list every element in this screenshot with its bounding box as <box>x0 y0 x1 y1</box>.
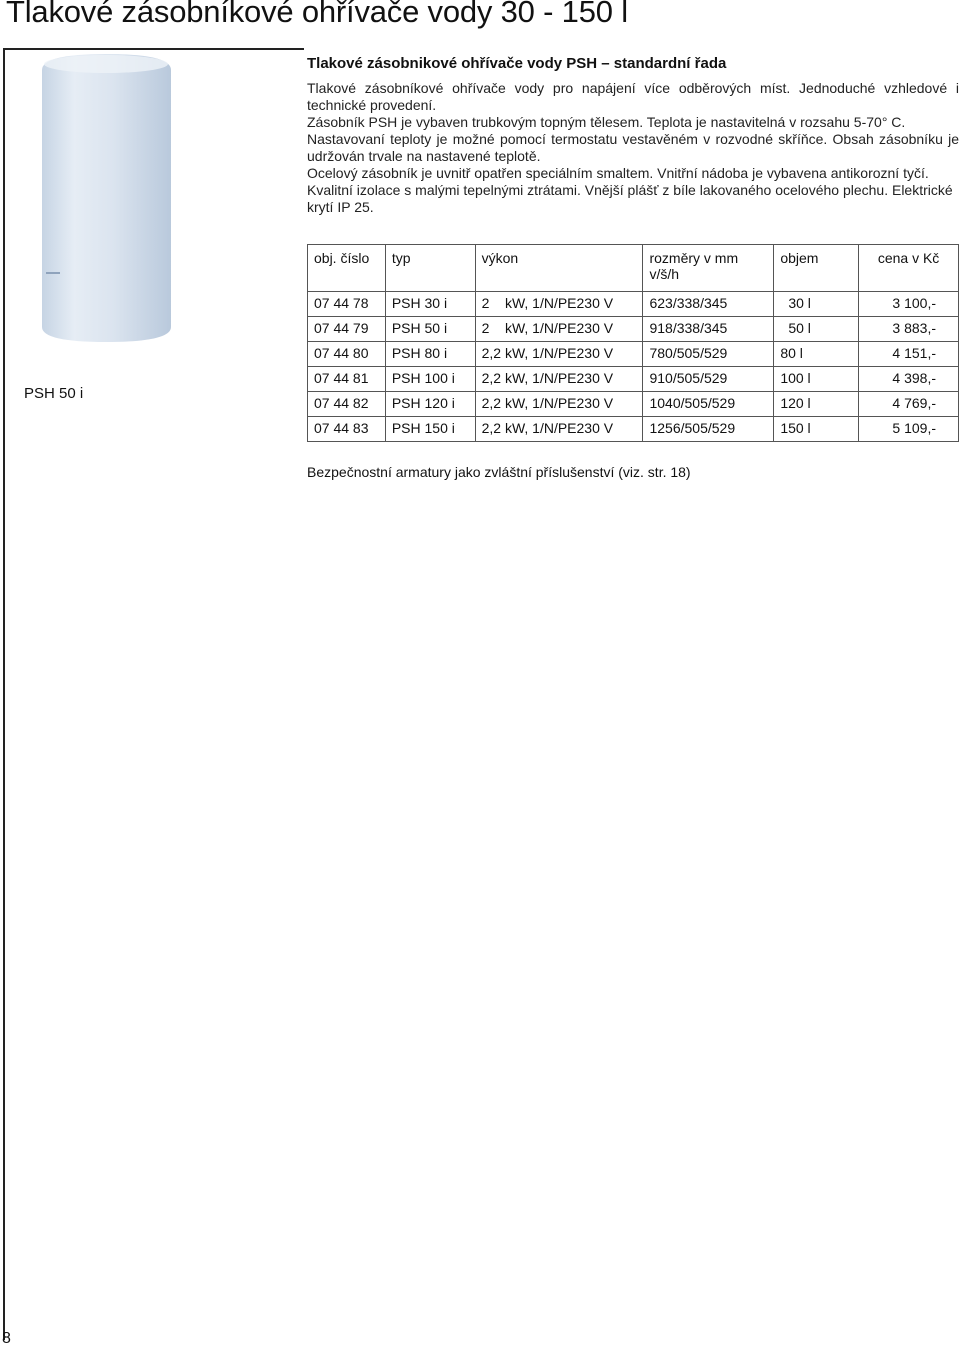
description-paragraph: Ocelový zásobník je uvnitř opatřen speciálním smaltem. Vnitřní nádoba je vybavena antikorozní tyčí. <box>307 165 929 181</box>
table-header-row <box>308 245 959 292</box>
description-paragraph: Nastavovaní teploty je možné pomocí termostatu vestavěném v rozvodné skříňce. Obsah zásobníku je udržován trvale na nastavené teplotě. <box>307 131 959 164</box>
cell-price: 3 100,- <box>859 292 959 317</box>
table-row <box>308 342 959 367</box>
page-title: Tlakové zásobníkové ohřívače vody 30 - 150 l <box>6 0 628 29</box>
header-dimensions-line2: v/š/h <box>649 266 680 282</box>
cell-dimensions: 918/338/345 <box>643 317 774 342</box>
cell-code: 07 44 78 <box>308 292 386 317</box>
cell-volume: 150 l <box>774 417 859 442</box>
cell-code: 07 44 79 <box>308 317 386 342</box>
cell-code: 07 44 81 <box>308 367 386 392</box>
description-text <box>307 80 959 216</box>
description-paragraph: Tlakové zásobníkové ohřívače vody pro napájení více odběrových míst. Jednoduché vzhledové i technické provedení. <box>307 80 959 113</box>
header-power: výkon <box>475 245 643 292</box>
cell-power: 2,2 kW, 1/N/PE230 V <box>475 392 643 417</box>
page-number: 8 <box>2 1330 11 1347</box>
photo-caption: PSH 50 i <box>24 385 84 402</box>
cell-type: PSH 50 i <box>385 317 475 342</box>
cell-type: PSH 100 i <box>385 367 475 392</box>
cell-power: 2,2 kW, 1/N/PE230 V <box>475 417 643 442</box>
cell-type: PSH 30 i <box>385 292 475 317</box>
cell-volume: 30 l <box>774 292 859 317</box>
cell-dimensions: 1040/505/529 <box>643 392 774 417</box>
accessories-note: Bezpečnostní armatury jako zvláštní příslušenství (viz. str. 18) <box>307 464 691 480</box>
header-price: cena v Kč <box>859 245 959 292</box>
cell-type: PSH 150 i <box>385 417 475 442</box>
cell-price: 4 398,- <box>859 367 959 392</box>
cell-dimensions: 910/505/529 <box>643 367 774 392</box>
product-table <box>307 244 959 442</box>
cell-power: 2 kW, 1/N/PE230 V <box>475 292 643 317</box>
table-row <box>308 367 959 392</box>
header-code: obj. číslo <box>308 245 386 292</box>
header-dimensions <box>643 245 774 292</box>
cell-type: PSH 120 i <box>385 392 475 417</box>
cell-code: 07 44 80 <box>308 342 386 367</box>
header-dimensions-line1: rozměry v mm <box>649 250 739 266</box>
cell-dimensions: 780/505/529 <box>643 342 774 367</box>
header-volume: objem <box>774 245 859 292</box>
description-paragraph: Kvalitní izolace s malými tepelnými ztrátami. Vnější plášť z bíle lakovaného ocelového plechu. Elektrické krytí IP 25. <box>307 182 953 215</box>
cell-dimensions: 1256/505/529 <box>643 417 774 442</box>
header-type: typ <box>385 245 475 292</box>
cell-volume: 120 l <box>774 392 859 417</box>
cell-price: 4 151,- <box>859 342 959 367</box>
cell-power: 2,2 kW, 1/N/PE230 V <box>475 342 643 367</box>
section-title: Tlakové zásobnikové ohřívače vody PSH – standardní řada <box>307 55 727 72</box>
description-paragraph: Zásobník PSH je vybaven trubkovým topným tělesem. Teplota je nastavitelná v rozsahu 5-70° C. <box>307 114 906 130</box>
cell-code: 07 44 83 <box>308 417 386 442</box>
table-row <box>308 417 959 442</box>
cell-dimensions: 623/338/345 <box>643 292 774 317</box>
table-row <box>308 317 959 342</box>
water-heater-image <box>34 52 179 344</box>
cell-volume: 100 l <box>774 367 859 392</box>
cell-power: 2 kW, 1/N/PE230 V <box>475 317 643 342</box>
cell-code: 07 44 82 <box>308 392 386 417</box>
cell-price: 3 883,- <box>859 317 959 342</box>
cell-volume: 80 l <box>774 342 859 367</box>
cell-type: PSH 80 i <box>385 342 475 367</box>
product-description <box>307 55 959 216</box>
table-row <box>308 392 959 417</box>
cell-price: 4 769,- <box>859 392 959 417</box>
table-row <box>308 292 959 317</box>
cell-volume: 50 l <box>774 317 859 342</box>
cell-power: 2,2 kW, 1/N/PE230 V <box>475 367 643 392</box>
cell-price: 5 109,- <box>859 417 959 442</box>
